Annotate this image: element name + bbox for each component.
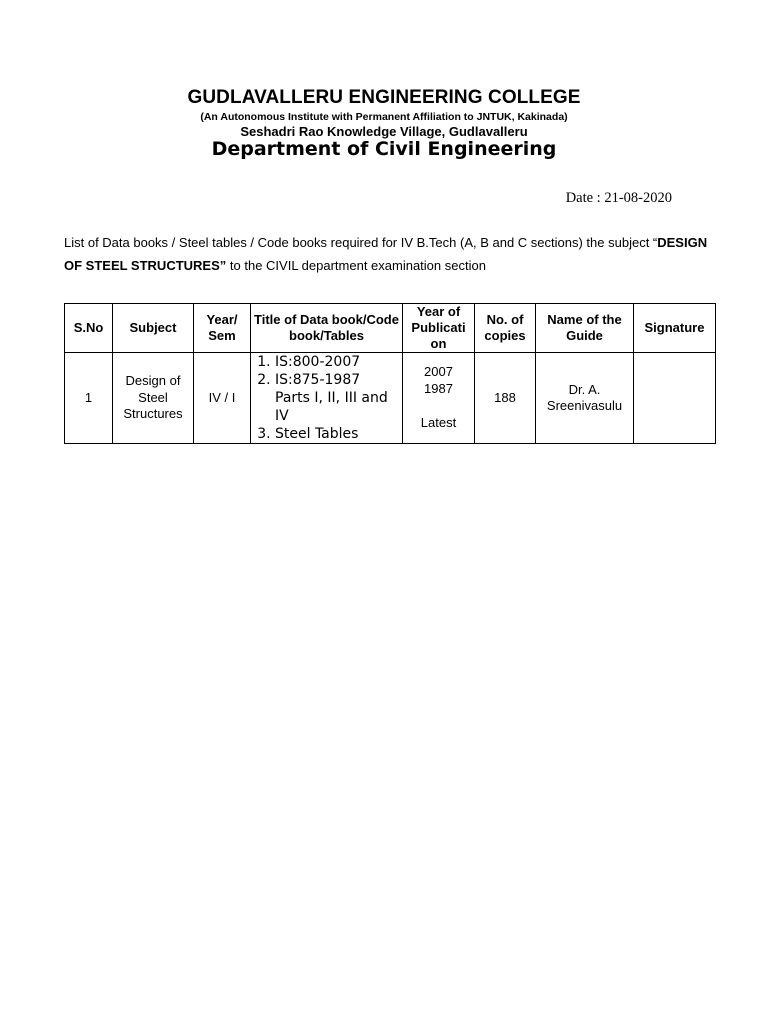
spacer	[405, 397, 472, 415]
intro-paragraph	[64, 232, 714, 277]
table-row	[65, 353, 716, 444]
intro-text-after: to the CIVIL department examination section	[226, 257, 486, 273]
books-table	[64, 303, 716, 444]
college-name: GUDLAVALLERU ENGINEERING COLLEGE	[187, 87, 581, 108]
intro-subject: DESIGN OF STEEL STRUCTURES”	[64, 235, 708, 273]
document-date: Date : 21-08-2020	[565, 190, 672, 206]
cell-sno: 1	[65, 353, 113, 444]
header-year-sem: Year/ Sem	[194, 304, 251, 353]
cell-copies: 188	[475, 353, 536, 444]
titles-list	[255, 353, 398, 443]
list-item: 2. IS:875-1987 Parts I, II, III and IV	[275, 371, 398, 425]
list-item: 3. Steel Tables	[275, 425, 398, 443]
cell-titles	[251, 353, 403, 444]
year-item: 1987	[424, 380, 453, 396]
header-signature: Signature	[634, 304, 716, 353]
village-line: Seshadri Rao Knowledge Village, Gudlavalleru	[240, 124, 528, 139]
header-sno: S.No	[65, 304, 113, 353]
table-header-row	[65, 304, 716, 353]
header-copies: No. of copies	[475, 304, 536, 353]
year-item: Latest	[420, 415, 457, 431]
header-title: Title of Data book/Code book/Tables	[251, 304, 403, 353]
list-item: 1. IS:800-2007	[275, 353, 398, 371]
affiliation-line: (An Autonomous Institute with Permanent Affiliation to JNTUK, Kakinada)	[200, 111, 568, 123]
cell-year-sem: IV / I	[194, 353, 251, 444]
header-subject: Subject	[113, 304, 194, 353]
cell-year-publication	[403, 353, 475, 444]
header-guide: Name of the Guide	[536, 304, 634, 353]
cell-subject: Design of Steel Structures	[113, 353, 194, 444]
header-year-publication: Year of Publicati on	[403, 304, 475, 353]
cell-guide: Dr. A. Sreenivasulu	[536, 353, 634, 444]
department-title: Department of Civil Engineering	[211, 138, 557, 160]
year-item: 2007	[424, 364, 453, 380]
intro-text-before: List of Data books / Steel tables / Code books required for IV B.Tech (A, B and C sections) the subject “	[64, 235, 658, 250]
cell-signature	[634, 353, 716, 444]
